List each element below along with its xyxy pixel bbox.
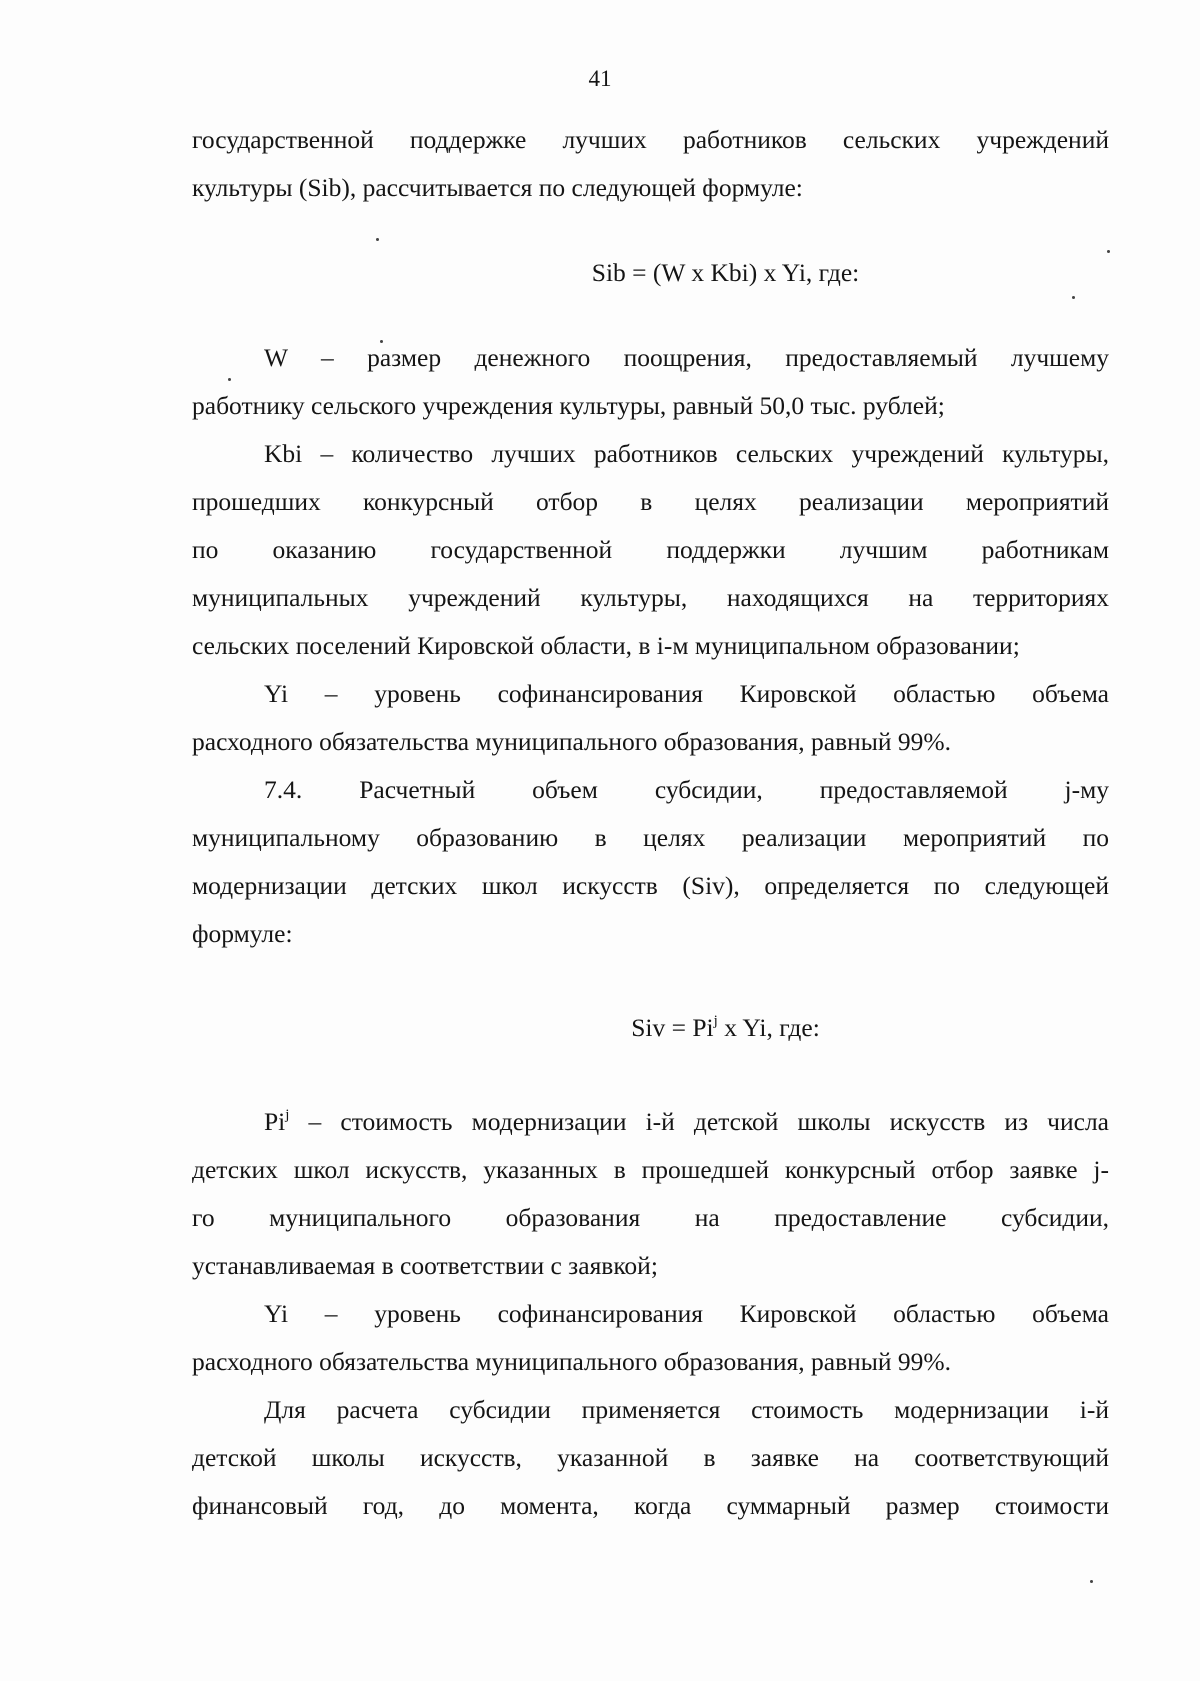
formula-siv [192,1004,1109,1052]
pij-superscript: j [285,1107,290,1123]
text-line: го муниципального образования на предоставление субсидии, [192,1203,1109,1232]
text-line: Kbi – количество лучших работников сельских учреждений культуры, [264,439,1109,468]
text-line: культуры (Sib), рассчитывается по следующей формуле: [192,173,803,202]
text-line: детских школ искусств, указанных в прошедшей конкурсный отбор заявке j- [192,1155,1109,1184]
formula-siv-right: x Yi, где: [717,1013,820,1042]
text-line: работнику сельского учреждения культуры, равный 50,0 тыс. рублей; [192,391,945,420]
text-line: формуле: [192,919,293,948]
formula-sib: Sib = (W x Kbi) x Yi, где: [591,258,860,287]
scan-speck [1090,1580,1093,1583]
formula-siv-left: Siv = Pi [631,1013,714,1042]
text-line: устанавливаемая в соответствии с заявкой; [192,1251,658,1280]
text-line: Для расчета субсидии применяется стоимость модернизации i-й [264,1395,1109,1424]
text-line: детской школы искусств, указанной в заявке на соответствующий [192,1443,1109,1472]
document-body [192,116,1109,1530]
scan-speck [380,340,383,343]
page-number: 41 [588,66,612,91]
text-line: сельских поселений Кировской области, в i-м муниципальном образовании; [192,631,1020,660]
text-line: расходного обязательства муниципального образования, равный 99%. [192,1347,952,1376]
text-line: расходного обязательства муниципального образования, равный 99%. [192,727,952,756]
text-line: по оказанию государственной поддержки лучшим работникам [192,535,1109,564]
text-line: Yi – уровень софинансирования Кировской областью объема [264,679,1109,708]
scan-speck [1107,250,1110,253]
text-line: прошедших конкурсный отбор в целях реализации мероприятий [192,487,1109,516]
text-line: Yi – уровень софинансирования Кировской областью объема [264,1299,1109,1328]
scan-speck [1072,296,1075,299]
text-line: муниципальных учреждений культуры, находящихся на территориях [192,583,1109,612]
text-line: 7.4. Расчетный объем субсидии, предоставляемой j-му [264,775,1109,804]
scan-speck [228,378,231,381]
text-line: государственной поддержке лучших работников сельских учреждений [192,125,1109,154]
pij-term: Pi [264,1107,286,1136]
text-line: W – размер денежного поощрения, предоставляемый лучшему [264,343,1109,372]
text-line: финансовый год, до момента, когда суммарный размер стоимости [192,1491,1109,1520]
scan-speck [376,238,379,241]
text-line [192,1098,1109,1146]
formula-siv-superscript: j [713,1013,718,1029]
text-line: муниципальному образованию в целях реализации мероприятий по [192,823,1109,852]
pij-definition: – стоимость модернизации i-й детской школы искусств из числа [289,1107,1109,1136]
text-line: модернизации детских школ искусств (Siv), определяется по следующей [192,871,1109,900]
